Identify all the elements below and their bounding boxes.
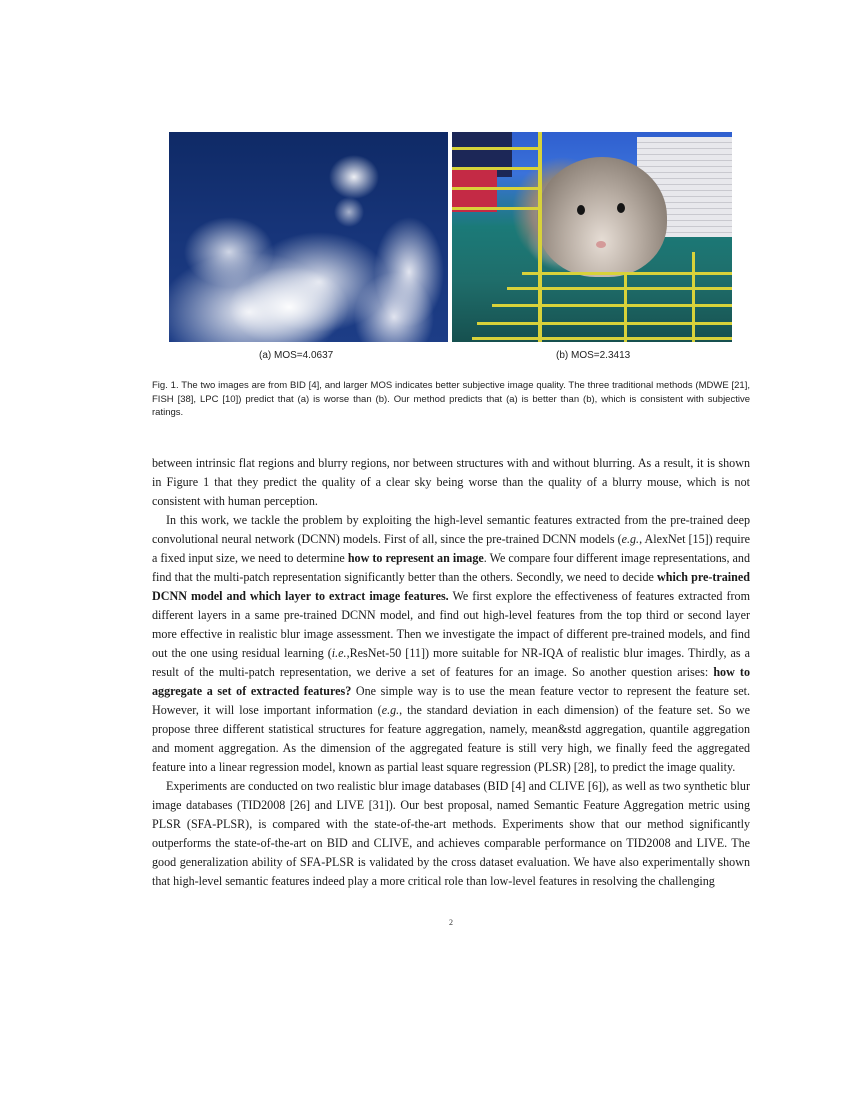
cage-bar — [452, 187, 540, 190]
subfigure-caption-b: (b) MOS=2.3413 — [556, 350, 631, 361]
text-span: . We compare four different image representations, and find that the multi-patch representation significantly better than the others. Secondly, we need to decide — [152, 551, 751, 584]
hamster-eye-left — [577, 205, 585, 215]
text-span: , the standard deviation in each dimension) of the feature set. So we propose three different statistical structures for feature aggregation, namely, mean&std aggregation, quantile aggregation and moment aggregation. As the dimension of the aggregated feature is still very high, we finally feed the aggregated feature into a linear regression model, known as partial least square regression (PLSR) [28], to predict the image quality. — [152, 703, 750, 774]
paragraph-1: between intrinsic flat regions and blurry regions, nor between structures with and without blurring. As a result, it is shown in Figure 1 that they predict the quality of a clear sky being worse than the quality of a blurry mouse, which is not consistent with human perception. — [152, 456, 750, 508]
hamster-eye-right — [617, 203, 625, 213]
image-detail-hamster — [537, 157, 667, 277]
cage-bar — [538, 132, 542, 342]
figure-caption: Fig. 1. The two images are from BID [4], and larger MOS indicates better subjective image quality. The three traditional methods (MDWE [21], FISH [38], LPC [10]) predict that (a) is worse than (b). Our method predicts that (a) is better than (b), which is consistent with subjective ratings. — [152, 380, 750, 418]
bold-question-model-layer: which pre-trained DCNN model and which layer to extract image features. — [152, 570, 750, 603]
italic-ie: i.e. — [331, 646, 347, 660]
paragraph-3: Experiments are conducted on two realistic blur image databases (BID [4] and CLIVE [6]), as well as two synthetic blur image databases (TID2008 [26] and LIVE [31]). Our best proposal, named Semantic Feature Aggregation metric using PLSR (SFA-PLSR), is compared with the state-of-the-art methods. Experiments show that our method significantly outperforms the state-of-the-art on BID and CLIVE, and achieves comparable performance on TID2008 and LIVE. The good generalization ability of SFA-PLSR is validated by the cross dataset evaluation. We have also experimentally shown that high-level semantic features indeed play a more critical role than low-level features in resolving the challenging — [152, 779, 750, 888]
paragraph-2 — [152, 511, 750, 777]
subfigure-caption-a: (a) MOS=4.0637 — [259, 350, 334, 361]
cage-bar — [692, 252, 695, 342]
cage-bar — [522, 272, 732, 275]
cage-bar — [452, 167, 540, 170]
bold-question-representation: how to represent an image — [347, 551, 484, 565]
cage-bar — [452, 207, 540, 210]
page-number: 2 — [449, 918, 453, 927]
cage-bar — [452, 147, 540, 150]
text-span: ,ResNet-50 [11]) more suitable for NR-IQA of realistic blur images. Thirdly, as a result of the multi-patch representation, we derive a set of features for an image. So another question arises: — [152, 646, 750, 679]
text-span: One simple way is to use the mean feature vector to represent the feature set. However, it will lose important information ( — [152, 684, 750, 717]
text-span: We first explore the effectiveness of features extracted from different layers in a same pre-trained DCNN model, and find out high-level features from the top third or second layer more effective in realistic blur image assessment. Then we investigate the impact of different pre-trained models, and find out the one using residual learning ( — [152, 589, 750, 660]
cage-bar — [507, 287, 732, 290]
bold-question-aggregation: how to aggregate a set of extracted features? — [152, 665, 750, 698]
cage-bar — [492, 304, 732, 307]
text-span: In this work, we tackle the problem by exploiting the high-level semantic features extracted from the pre-trained deep convolutional neural network (DCNN) models. First of all, since the pre-trained DCNN models ( — [152, 513, 750, 546]
text-span: , AlexNet [15]) require a fixed input size, we need to determine — [152, 532, 750, 565]
cage-bar — [624, 272, 627, 342]
figure-image-sky-clouds — [169, 132, 448, 342]
hamster-nose — [596, 241, 606, 248]
italic-eg: e.g. — [381, 703, 400, 717]
body-text — [152, 454, 750, 891]
figure-image-hamster — [452, 132, 732, 342]
italic-eg: e.g. — [621, 532, 640, 546]
